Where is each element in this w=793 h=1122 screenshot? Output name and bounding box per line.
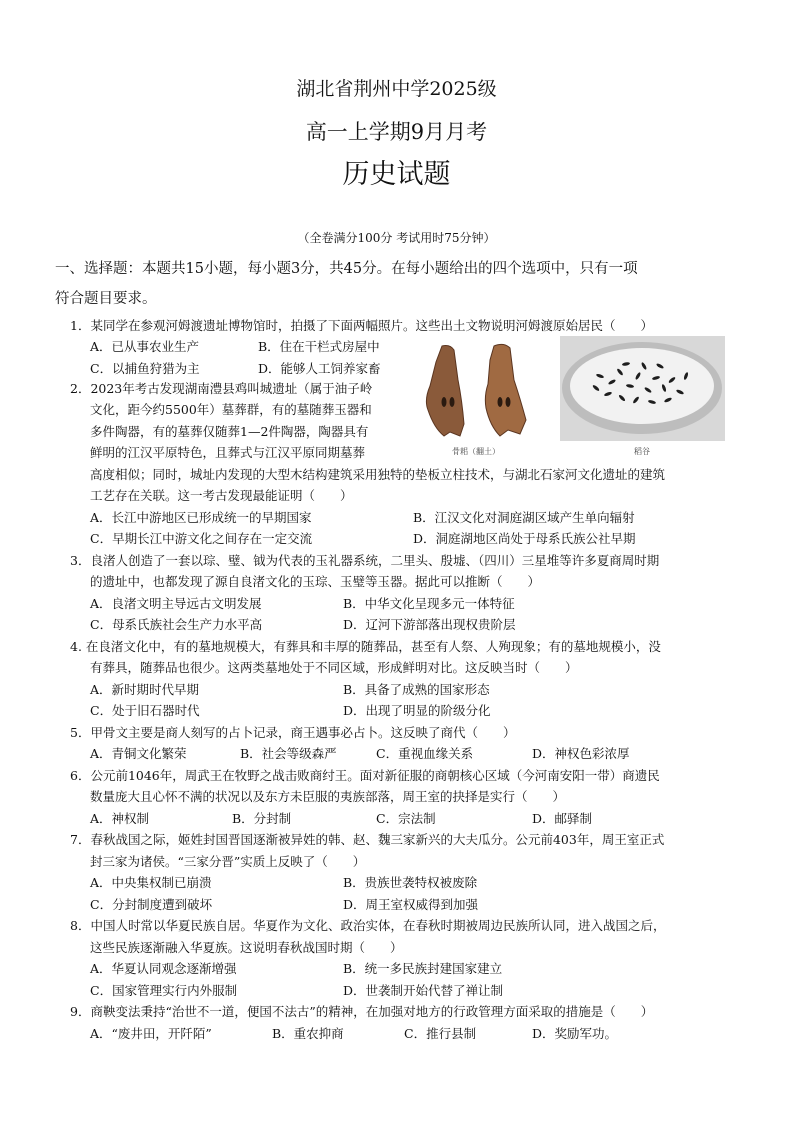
q7-option-b: B．贵族世袭特权被废除 (343, 875, 478, 890)
section-instruction-line2: 符合题目要求。 (55, 291, 157, 307)
q5-option-b: B．社会等级森严 (240, 746, 337, 761)
q9-stem: 9．商鞅变法秉持“治世不一道，便国不法古”的精神，在加强对地方的行政管理方面采取的措施是（ ） (70, 1004, 654, 1019)
q2-stem-line5: 高度相似；同时，城址内发现的大型木结构建筑采用独特的垫板立柱技术，与湖北石家河文化遗址的建筑 (90, 467, 666, 482)
q7-option-d: D．周王室权威得到加强 (343, 897, 479, 912)
q2-stem-line6: 工艺存在关联。这一考古发现最能证明（ ） (90, 488, 353, 503)
q6-option-d: D．邮驿制 (532, 811, 593, 826)
q4-stem-line2: 有葬具，随葬品也很少。这两类墓地处于不同区域，形成鲜明对比。这反映当时（ ） (90, 660, 578, 675)
q1-option-a: A．已从事农业生产 (90, 339, 200, 354)
q7-stem-line1: 7．春秋战国之际，姬姓封国晋国逐渐被异姓的韩、赵、魏三家新兴的大夫瓜分。公元前403年，周王室正式 (70, 832, 665, 847)
q8-stem-line2: 这些民族逐渐融入华夏族。这说明春秋战国时期（ ） (90, 940, 403, 955)
q7-option-c: C．分封制度遭到破坏 (90, 897, 213, 912)
q2-option-c: C．早期长江中游文化之间存在一定交流 (90, 531, 313, 546)
q2-option-a: A．长江中游地区已形成统一的早期国家 (90, 510, 312, 525)
q6-stem-line1: 6．公元前1046年，周武王在牧野之战击败商纣王。面对新征服的商朝核心区域（今河南安阳一带）商遗民 (70, 768, 660, 783)
q8-option-a: A．华夏认同观念逐渐增强 (90, 961, 237, 976)
exam-note: （全卷满分100分 考试用时75分钟） (297, 231, 496, 245)
q5-stem: 5．甲骨文主要是商人刻写的占卜记录，商王遇事必占卜。这反映了商代（ ） (70, 725, 516, 740)
q5-option-c: C．重视血缘关系 (376, 746, 474, 761)
q9-option-c: C．推行县制 (404, 1026, 477, 1041)
q1-option-c: C．以捕鱼狩猎为主 (90, 361, 200, 376)
bone-spade-figure (420, 340, 550, 450)
q4-option-b: B．具备了成熟的国家形态 (343, 682, 490, 697)
q6-option-b: B．分封制 (232, 811, 292, 826)
caption-rice: 稻谷 (634, 447, 650, 456)
q8-option-c: C．国家管理实行内外服制 (90, 983, 238, 998)
q2-option-d: D．洞庭湖地区尚处于母系氏族公社早期 (413, 531, 636, 546)
q7-stem-line2: 封三家为诸侯。“三家分晋”实质上反映了（ ） (90, 854, 366, 869)
rice-figure (560, 336, 725, 441)
q2-stem-line2: 文化，距今约5500年）墓葬群，有的墓随葬玉器和 (90, 402, 372, 417)
subject-title: 历史试题 (342, 159, 451, 190)
q7-option-a: A．中央集权制已崩溃 (90, 875, 212, 890)
q1-option-b: B．住在干栏式房屋中 (258, 339, 380, 354)
q8-stem-line1: 8．中国人时常以华夏民族自居。华夏作为文化、政治实体，在春秋时期被周边民族所认同，进入战国之后， (70, 918, 666, 933)
q3-option-a: A．良渚文明主导远古文明发展 (90, 596, 262, 611)
q2-stem-line1: 2．2023年考古发现湖南澧县鸡叫城遗址（属于油子岭 (70, 381, 373, 396)
q2-option-b: B．江汉文化对洞庭湖区域产生单向辐射 (413, 510, 635, 525)
q1-option-d: D．能够人工饲养家畜 (258, 361, 381, 376)
q3-stem-line2: 的遗址中，也都发现了源自良渚文化的玉琮、玉璧等玉器。据此可以推断（ ） (90, 574, 541, 589)
q5-option-d: D．神权色彩浓厚 (532, 746, 630, 761)
q2-stem-line4: 鲜明的江汉平原特色，且葬式与江汉平原同期墓葬 (90, 445, 366, 460)
q4-option-c: C．处于旧石器时代 (90, 703, 200, 718)
q3-option-b: B．中华文化呈现多元一体特征 (343, 596, 515, 611)
exam-title: 高一上学期9月月考 (305, 120, 488, 144)
q6-stem-line2: 数量庞大且心怀不满的状况以及东方未臣服的夷族部落，周王室的抉择是实行（ ） (90, 789, 566, 804)
q1-stem: 1．某同学在参观河姆渡遗址博物馆时，拍摄了下面两幅照片。这些出土文物说明河姆渡原始居民（ ） (70, 318, 653, 333)
q9-option-b: B．重农抑商 (272, 1026, 344, 1041)
q3-stem-line1: 3．良渚人创造了一套以琮、璧、钺为代表的玉礼器系统，二里头、殷墟、（四川）三星堆等许多夏商周时期 (70, 553, 660, 568)
q6-option-a: A．神权制 (90, 811, 150, 826)
q2-stem-line3: 多件陶器，有的墓葬仅随葬1—2件陶器，陶器具有 (90, 424, 369, 439)
q3-option-d: D．辽河下游部落出现权贵阶层 (343, 617, 516, 632)
q9-option-d: D．奖励军功。 (532, 1026, 618, 1041)
q4-option-a: A．新时期时代早期 (90, 682, 200, 697)
q6-option-c: C．宗法制 (376, 811, 436, 826)
q5-option-a: A．青铜文化繁荣 (90, 746, 187, 761)
q4-option-d: D．出现了明显的阶级分化 (343, 703, 491, 718)
q3-option-c: C．母系氏族社会生产力水平高 (90, 617, 263, 632)
bone-spade-icon (420, 340, 550, 450)
q8-option-b: B．统一多民族封建国家建立 (343, 961, 503, 976)
rice-grains-icon (560, 336, 725, 441)
q9-option-a: A．“废井田，开阡陌” (90, 1026, 212, 1041)
school-title: 湖北省荆州中学2025级 (296, 78, 497, 100)
q8-option-d: D．世袭制开始代替了禅让制 (343, 983, 504, 998)
caption-bone-spade: 骨耜（翻土） (452, 447, 500, 456)
section-instruction-line1: 一、选择题：本题共15小题，每小题3分，共45分。在每小题给出的四个选项中，只有一项 (55, 261, 638, 277)
q4-stem-line1: 4. 在良渚文化中，有的墓地规模大，有葬具和丰厚的随葬品，甚至有人祭、人殉现象；有的墓地规模小，没 (70, 639, 661, 654)
